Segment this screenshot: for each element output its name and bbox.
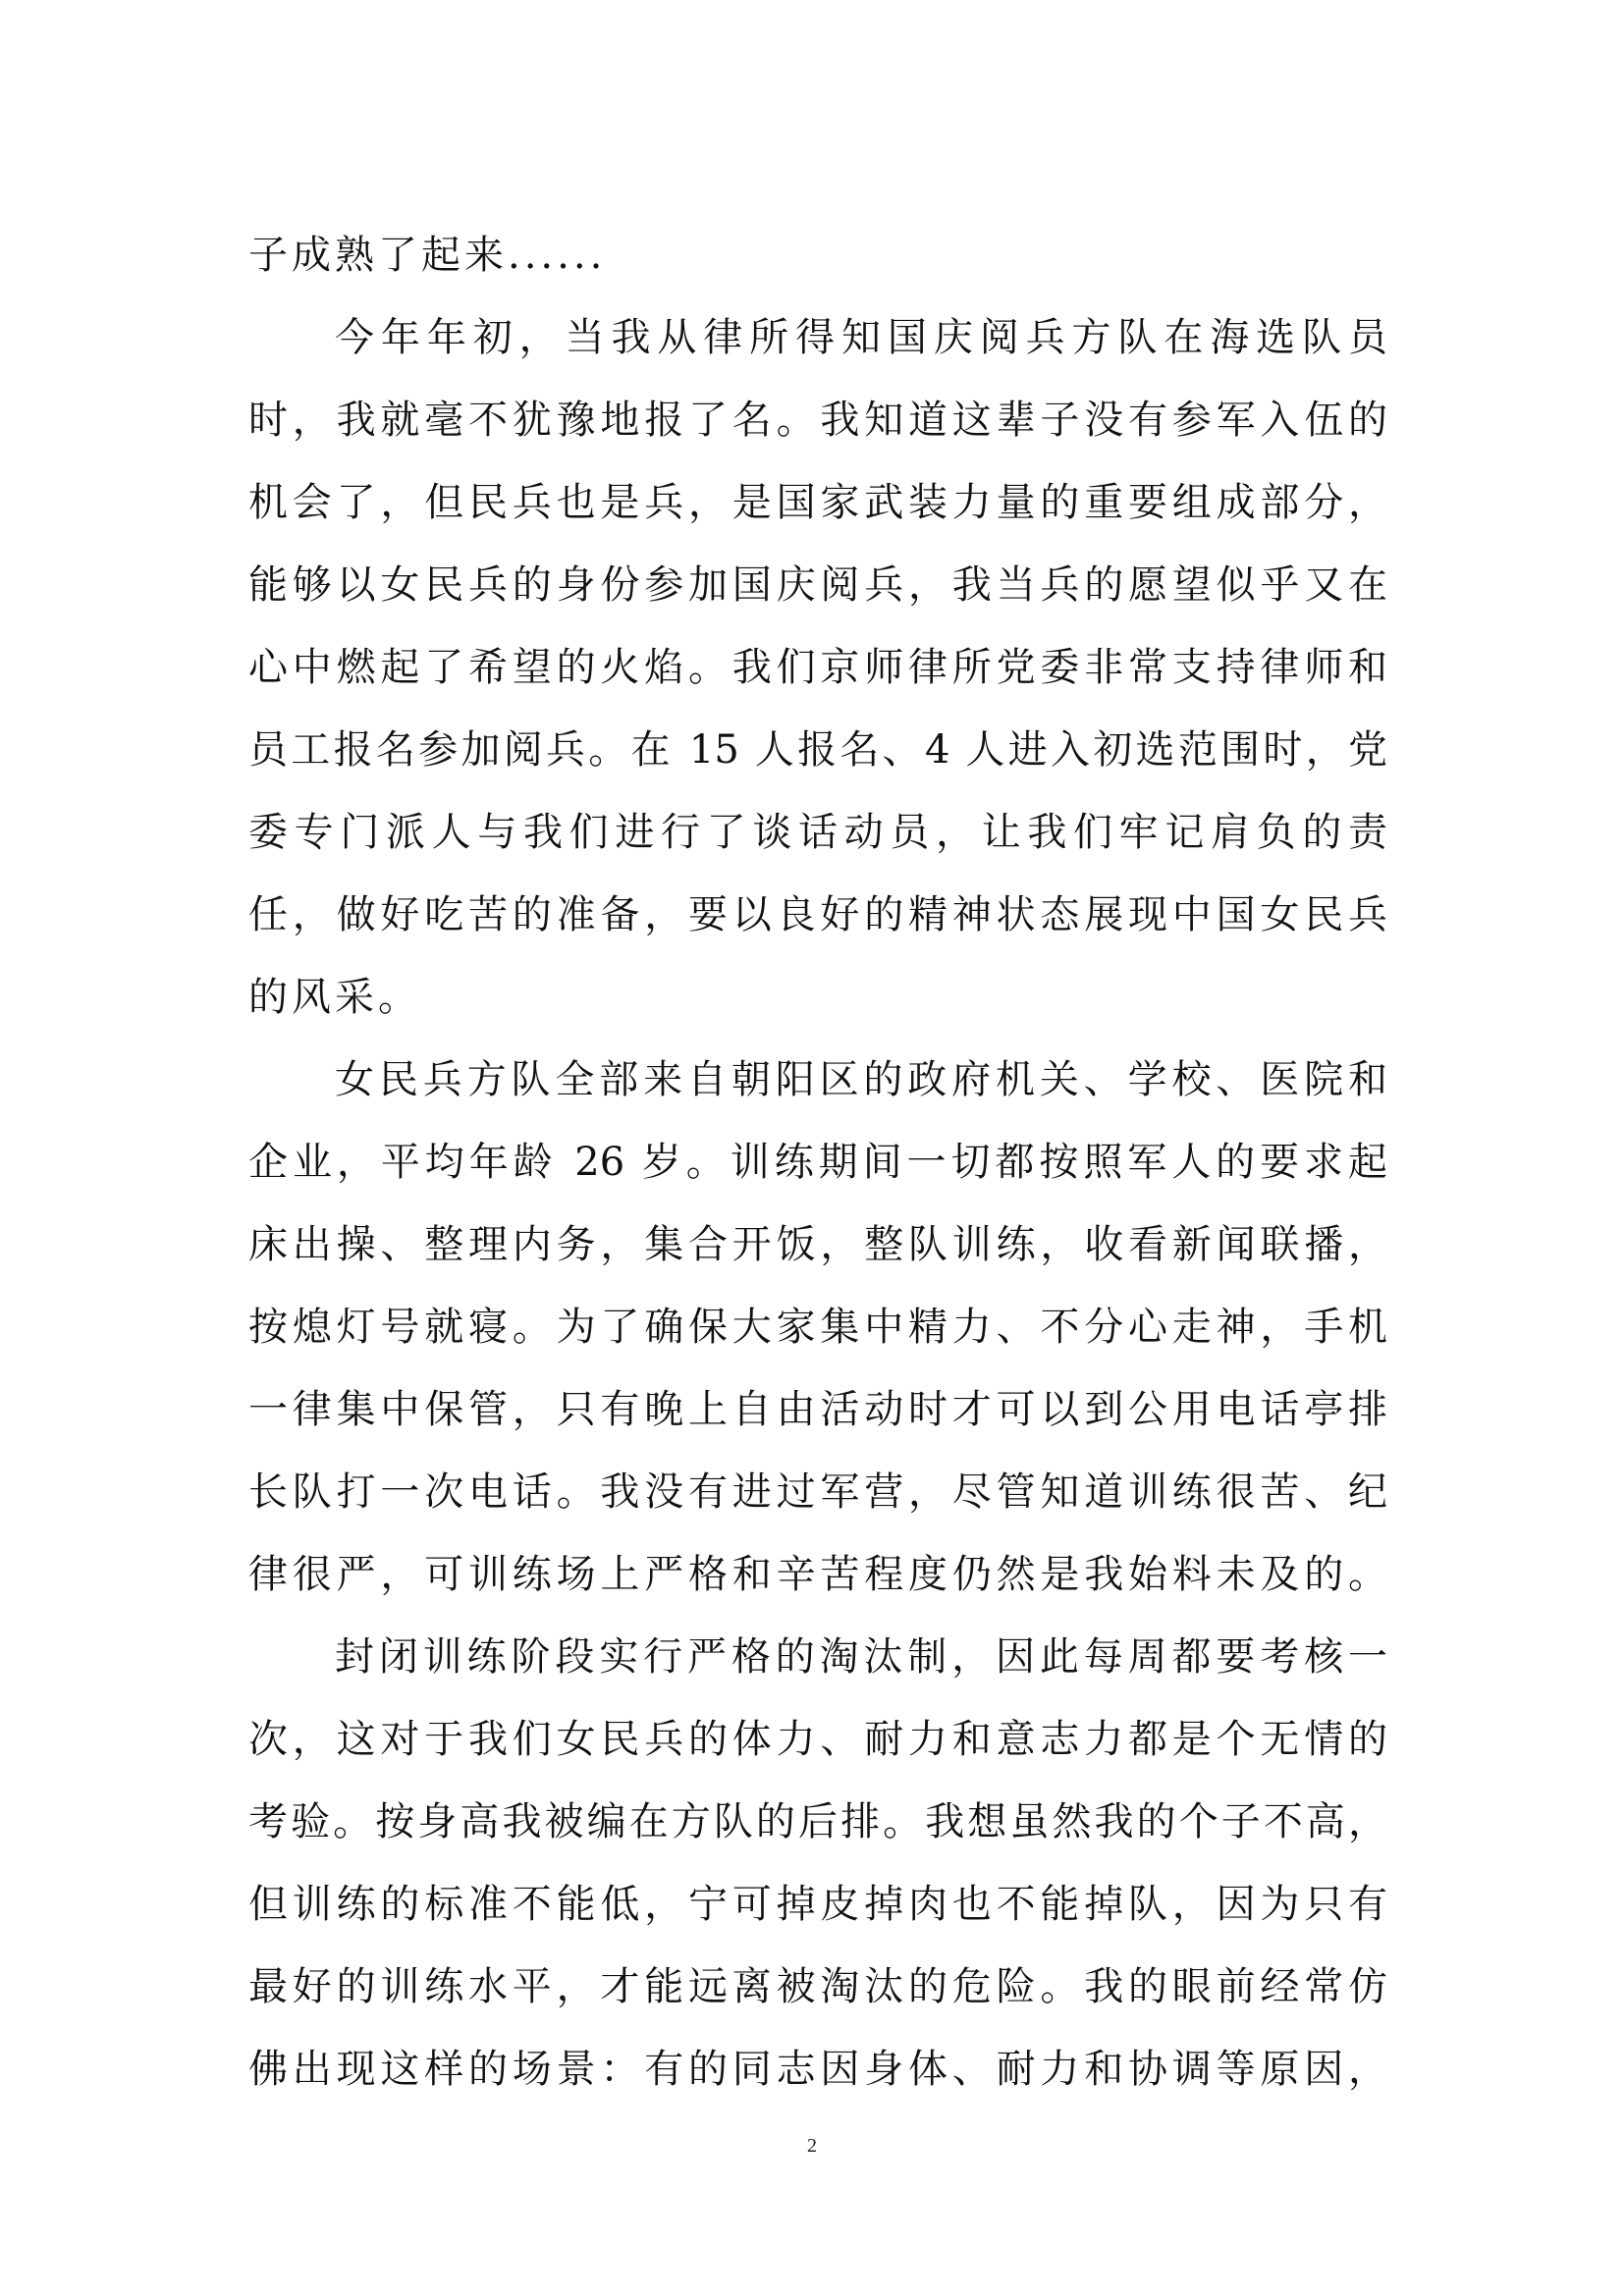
paragraph-first-line: 封闭训练阶段实行严格的淘汰制，因此每周都要考核一	[335, 1634, 1387, 1680]
text-line: 佛出现这样的场景：有的同志因身体、耐力和协调等原因，	[248, 2047, 1387, 2092]
text-line: 考验。按身高我被编在方队的后排。我想虽然我的个子不高，	[248, 1799, 1387, 1844]
text-line: 子成熟了起来......	[248, 233, 607, 278]
text-line: 的风采。	[248, 975, 421, 1020]
page-number: 2	[807, 2135, 817, 2157]
text-line: 心中燃起了希望的火焰。我们京师律所党委非常支持律师和	[248, 645, 1387, 690]
text-line: 能够以女民兵的身份参加国庆阅兵，我当兵的愿望似乎又在	[248, 562, 1387, 608]
text-line: 次，这对于我们女民兵的体力、耐力和意志力都是个无情的	[248, 1717, 1387, 1762]
text-line: 按熄灯号就寝。为了确保大家集中精力、不分心走神，手机	[248, 1305, 1387, 1350]
text-line: 员工报名参加阅兵。在 15 人报名、4 人进入初选范围时，党	[248, 727, 1387, 773]
text-line: 委专门派人与我们进行了谈话动员，让我们牢记肩负的责	[248, 810, 1387, 855]
text-line: 长队打一次电话。我没有进过军营，尽管知道训练很苦、纪	[248, 1469, 1387, 1515]
paragraph-first-line: 女民兵方队全部来自朝阳区的政府机关、学校、医院和	[335, 1057, 1387, 1102]
body-text	[248, 214, 1387, 2110]
text-line: 任，做好吃苦的准备，要以良好的精神状态展现中国女民兵	[248, 892, 1387, 937]
text-line: 时，我就毫不犹豫地报了名。我知道这辈子没有参军入伍的	[248, 398, 1387, 443]
text-line: 但训练的标准不能低，宁可掉皮掉肉也不能掉队，因为只有	[248, 1882, 1387, 1927]
text-line: 企业，平均年龄 26 岁。训练期间一切都按照军人的要求起	[248, 1140, 1387, 1185]
text-line: 机会了，但民兵也是兵，是国家武装力量的重要组成部分，	[248, 480, 1387, 525]
paragraph-first-line: 今年年初，当我从律所得知国庆阅兵方队在海选队员	[335, 315, 1387, 360]
text-line: 床出操、整理内务，集合开饭，整队训练，收看新闻联播，	[248, 1222, 1387, 1267]
text-line: 最好的训练水平，才能远离被淘汰的危险。我的眼前经常仿	[248, 1964, 1387, 2009]
text-line: 一律集中保管，只有晚上自由活动时才可以到公用电话亭排	[248, 1387, 1387, 1432]
text-line: 律很严，可训练场上严格和辛苦程度仍然是我始料未及的。	[248, 1552, 1387, 1597]
